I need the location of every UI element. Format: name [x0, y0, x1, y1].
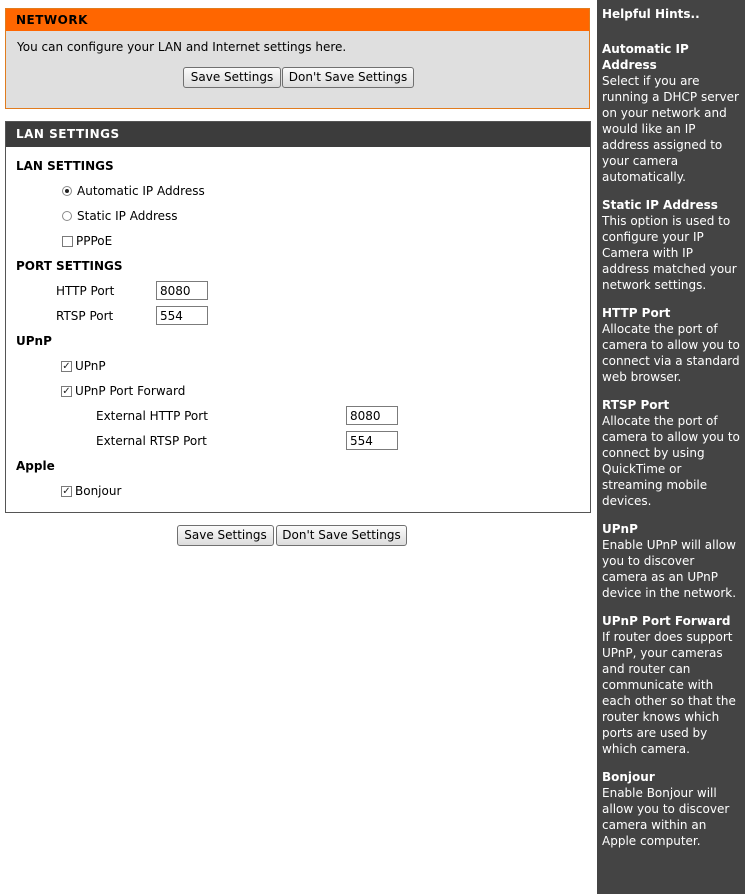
lan-settings-panel — [5, 121, 591, 513]
hint-bonjour — [602, 769, 740, 849]
hint-text: This option is used to configure your IP Camera with IP address matched your network settings. — [602, 214, 737, 292]
external-rtsp-port-label: External RTSP Port — [96, 434, 207, 448]
hint-text: Enable Bonjour will allow you to discover camera within an Apple computer. — [602, 786, 730, 848]
bonjour-option[interactable] — [61, 484, 121, 498]
http-port-label: HTTP Port — [56, 284, 115, 298]
network-title: NETWORK — [6, 9, 589, 31]
lan-settings-section-title: LAN SETTINGS — [16, 159, 114, 173]
hint-text: Enable UPnP will allow you to discover camera as an UPnP device in the network. — [602, 538, 737, 600]
upnp-checkbox[interactable]: ✓ — [62, 360, 71, 372]
upnp-option[interactable] — [61, 359, 106, 373]
bonjour-label: Bonjour — [75, 484, 122, 498]
dont-save-settings-button-top[interactable]: Don't Save Settings — [282, 67, 414, 88]
bonjour-checkbox[interactable]: ✓ — [62, 485, 71, 497]
automatic-ip-option[interactable] — [62, 184, 205, 198]
hint-static-ip — [602, 197, 740, 293]
automatic-ip-radio[interactable] — [62, 186, 72, 196]
helpful-hints-sidebar — [597, 0, 745, 894]
hint-title: Bonjour — [602, 770, 655, 784]
save-settings-button-bottom[interactable]: Save Settings — [177, 525, 274, 546]
hint-title: UPnP Port Forward — [602, 614, 731, 628]
hint-upnp — [602, 521, 740, 601]
network-description: You can configure your LAN and Internet settings here. — [17, 40, 347, 54]
pppoe-label: PPPoE — [76, 234, 113, 248]
hint-title: UPnP — [602, 522, 638, 536]
pppoe-option[interactable] — [62, 234, 112, 248]
hint-rtsp-port — [602, 397, 740, 509]
hint-text: If router does support UPnP, your cameras and router can communicate with each other so that the router knows which ports are used by which camera. — [602, 630, 736, 756]
hint-title: HTTP Port — [602, 306, 671, 320]
hint-upnp-port-forward — [602, 613, 740, 757]
upnp-port-forward-option[interactable] — [61, 384, 185, 398]
rtsp-port-label: RTSP Port — [56, 309, 114, 323]
static-ip-label: Static IP Address — [77, 209, 178, 223]
upnp-port-forward-label: UPnP Port Forward — [75, 384, 186, 398]
hint-title: Automatic IP Address — [602, 42, 689, 72]
helpful-hints-title: Helpful Hints.. — [602, 7, 700, 21]
hint-title: Static IP Address — [602, 198, 718, 212]
http-port-input[interactable] — [156, 281, 208, 300]
static-ip-option[interactable] — [62, 209, 178, 223]
pppoe-checkbox[interactable] — [62, 236, 73, 247]
hint-text: Allocate the port of camera to allow you to connect via a standard web browser. — [602, 322, 740, 384]
port-settings-title: PORT SETTINGS — [16, 259, 123, 273]
upnp-label: UPnP — [75, 359, 106, 373]
hint-title: RTSP Port — [602, 398, 670, 412]
static-ip-radio[interactable] — [62, 211, 72, 221]
hint-text: Allocate the port of camera to allow you to connect by using QuickTime or streaming mobile devices. — [602, 414, 740, 508]
hint-text: Select if you are running a DHCP server on your network and would like an IP address assigned to your camera automatically. — [602, 74, 739, 184]
automatic-ip-label: Automatic IP Address — [77, 184, 205, 198]
upnp-port-forward-checkbox[interactable]: ✓ — [62, 385, 71, 397]
hint-http-port — [602, 305, 740, 385]
apple-section-title: Apple — [16, 459, 55, 473]
external-http-port-input[interactable] — [346, 406, 398, 425]
external-rtsp-port-input[interactable] — [346, 431, 398, 450]
lan-settings-header: LAN SETTINGS — [6, 122, 590, 147]
save-settings-button-top[interactable]: Save Settings — [183, 67, 281, 88]
dont-save-settings-button-bottom[interactable]: Don't Save Settings — [276, 525, 407, 546]
hint-automatic-ip — [602, 41, 740, 185]
external-http-port-label: External HTTP Port — [96, 409, 208, 423]
network-panel — [5, 8, 590, 109]
upnp-section-title: UPnP — [16, 334, 52, 348]
rtsp-port-input[interactable] — [156, 306, 208, 325]
